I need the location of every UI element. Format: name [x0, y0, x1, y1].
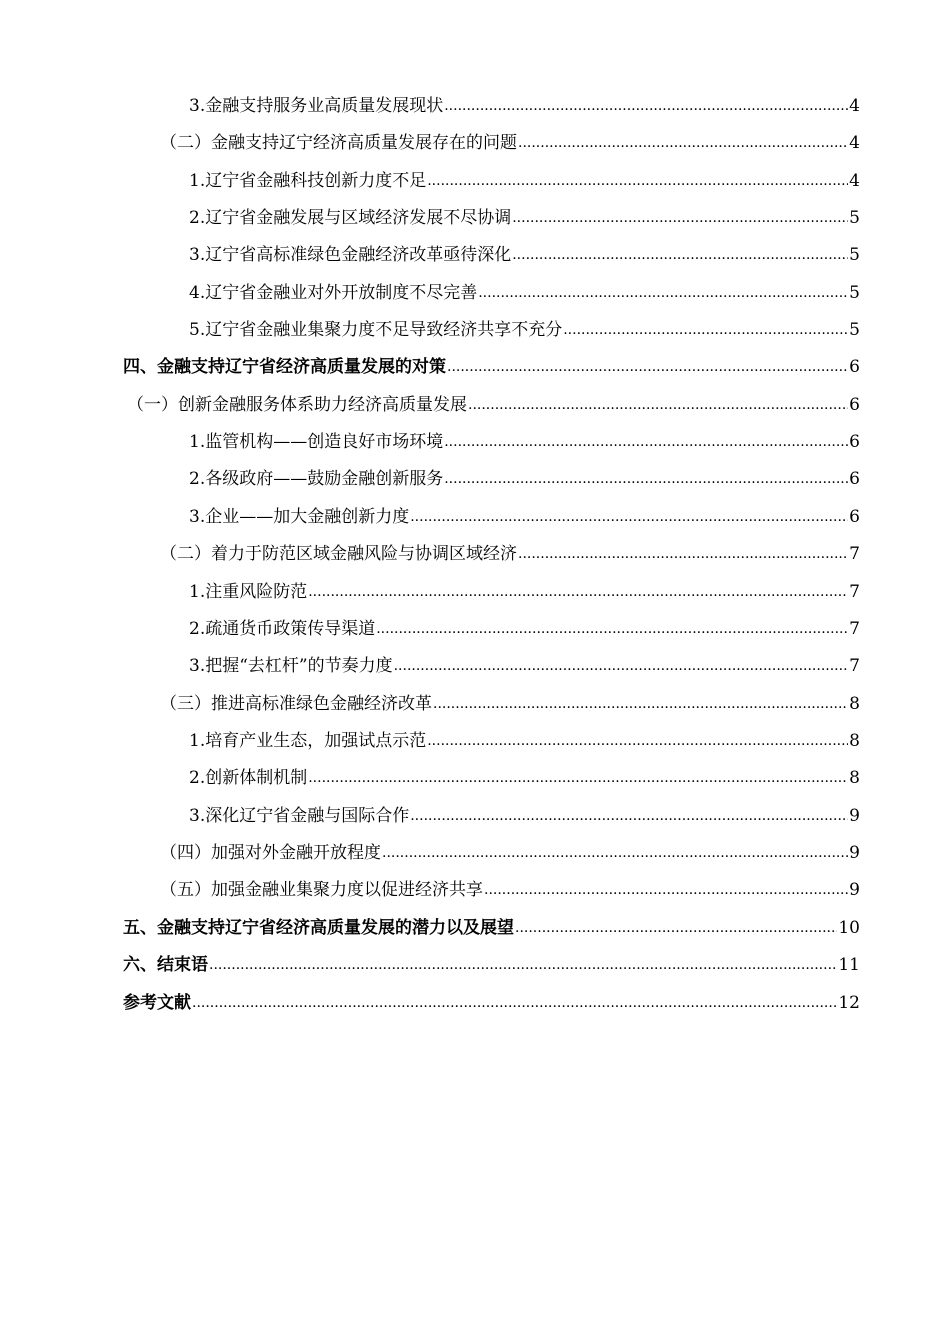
toc-entry-page: 12 [838, 993, 860, 1013]
toc-entry[interactable] [189, 503, 860, 527]
toc-dot-leader [427, 171, 848, 191]
toc-entry-title: 3.深化辽宁省金融与国际合作 [189, 806, 410, 826]
toc-entry[interactable] [123, 989, 860, 1013]
toc-entry-page: 5 [849, 283, 860, 303]
toc-entry[interactable] [160, 839, 860, 863]
toc-entry-page: 4 [849, 133, 860, 153]
toc-dot-leader [209, 955, 837, 975]
toc-entry-title: 1.培育产业生态，加强试点示范 [189, 731, 427, 751]
toc-entry-title: 1.注重风险防范 [189, 582, 308, 602]
toc-dot-leader [410, 806, 848, 826]
toc-entry-title: 2.辽宁省金融发展与区域经济发展不尽协调 [189, 208, 512, 228]
toc-dot-leader [376, 619, 848, 639]
toc-dot-leader [382, 843, 848, 863]
toc-entry[interactable] [123, 353, 860, 377]
toc-entry[interactable] [189, 204, 860, 228]
toc-entry[interactable] [189, 615, 860, 639]
toc-entry-title: （二）金融支持辽宁经济高质量发展存在的问题 [160, 133, 517, 153]
toc-entry-page: 7 [849, 582, 860, 602]
toc-entry[interactable] [123, 951, 860, 975]
toc-dot-leader [427, 731, 848, 751]
toc-entry[interactable] [160, 129, 860, 153]
toc-entry-page: 6 [849, 469, 860, 489]
toc-entry-title: 四、金融支持辽宁省经济高质量发展的对策 [123, 357, 446, 377]
toc-dot-leader [444, 96, 848, 116]
toc-entry-page: 11 [838, 955, 860, 975]
toc-entry-title: 5.辽宁省金融业集聚力度不足导致经济共享不充分 [189, 320, 563, 340]
toc-entry-title: 2.创新体制机制 [189, 768, 308, 788]
toc-dot-leader [410, 507, 848, 527]
toc-entry-page: 9 [849, 806, 860, 826]
toc-entry[interactable] [189, 428, 860, 452]
toc-entry-page: 7 [849, 544, 860, 564]
toc-entry-page: 6 [849, 432, 860, 452]
toc-dot-leader [308, 582, 848, 602]
toc-dot-leader [518, 544, 848, 564]
toc-dot-leader [192, 993, 837, 1013]
toc-entry[interactable] [189, 802, 860, 826]
toc-entry-title: 4.辽宁省金融业对外开放制度不尽完善 [189, 283, 478, 303]
toc-dot-leader [512, 245, 848, 265]
toc-entry-page: 6 [849, 357, 860, 377]
toc-dot-leader [512, 208, 848, 228]
toc-entry-page: 4 [849, 96, 860, 116]
toc-entry-title: （三）推进高标准绿色金融经济改革 [160, 694, 432, 714]
toc-dot-leader [515, 918, 837, 938]
toc-entry[interactable] [189, 92, 860, 116]
toc-entry-title: 2.各级政府——鼓励金融创新服务 [189, 469, 444, 489]
toc-entry-page: 7 [849, 656, 860, 676]
toc-entry-title: （二）着力于防范区域金融风险与协调区域经济 [160, 544, 517, 564]
toc-entry[interactable] [189, 578, 860, 602]
toc-entry-title: 1.辽宁省金融科技创新力度不足 [189, 171, 427, 191]
toc-entry-title: 3.把握“去杠杆”的节奏力度 [189, 656, 393, 676]
toc-entry-page: 8 [849, 731, 860, 751]
toc-entry-page: 6 [849, 507, 860, 527]
toc-dot-leader [468, 395, 848, 415]
toc-entry-title: （五）加强金融业集聚力度以促进经济共享 [160, 880, 483, 900]
toc-entry-page: 8 [849, 694, 860, 714]
toc-entry-title: 参考文献 [123, 993, 191, 1013]
toc-entry[interactable] [127, 391, 860, 415]
toc-entry[interactable] [189, 241, 860, 265]
toc-entry[interactable] [123, 914, 860, 938]
toc-entry-page: 10 [838, 918, 860, 938]
toc-entry[interactable] [189, 465, 860, 489]
toc-entry[interactable] [160, 690, 860, 714]
toc-entry[interactable] [189, 764, 860, 788]
toc-entry[interactable] [160, 876, 860, 900]
toc-entry-page: 5 [849, 208, 860, 228]
toc-entry-page: 9 [849, 843, 860, 863]
toc-dot-leader [444, 469, 848, 489]
toc-entry-title: 3.金融支持服务业高质量发展现状 [189, 96, 444, 116]
toc-entry-title: （一）创新金融服务体系助力经济高质量发展 [127, 395, 467, 415]
toc-entry-page: 8 [849, 768, 860, 788]
toc-dot-leader [308, 768, 848, 788]
toc-entry-title: 2.疏通货币政策传导渠道 [189, 619, 376, 639]
toc-entry-page: 6 [849, 395, 860, 415]
toc-entry-title: （四）加强对外金融开放程度 [160, 843, 381, 863]
toc-dot-leader [444, 432, 848, 452]
toc-entry[interactable] [189, 279, 860, 303]
toc-entry[interactable] [189, 167, 860, 191]
toc-dot-leader [447, 357, 848, 377]
toc-entry-title: 1.监管机构——创造良好市场环境 [189, 432, 444, 452]
toc-entry-title: 3.辽宁省高标准绿色金融经济改革亟待深化 [189, 245, 512, 265]
toc-entry-page: 9 [849, 880, 860, 900]
toc-dot-leader [563, 320, 848, 340]
toc-entry[interactable] [189, 316, 860, 340]
toc-dot-leader [433, 694, 848, 714]
toc-dot-leader [394, 656, 849, 676]
toc-entry-title: 六、结束语 [123, 955, 208, 975]
toc-entry-page: 7 [849, 619, 860, 639]
toc-entry-page: 5 [849, 245, 860, 265]
toc-entry[interactable] [189, 727, 860, 751]
toc-entry[interactable] [160, 540, 860, 564]
toc-dot-leader [478, 283, 848, 303]
toc-dot-leader [518, 133, 848, 153]
toc-entry-title: 五、金融支持辽宁省经济高质量发展的潜力以及展望 [123, 918, 514, 938]
toc-entry-page: 4 [849, 171, 860, 191]
toc-entry[interactable] [189, 652, 860, 676]
toc-dot-leader [484, 880, 848, 900]
toc-entry-page: 5 [849, 320, 860, 340]
toc-entry-title: 3.企业——加大金融创新力度 [189, 507, 410, 527]
